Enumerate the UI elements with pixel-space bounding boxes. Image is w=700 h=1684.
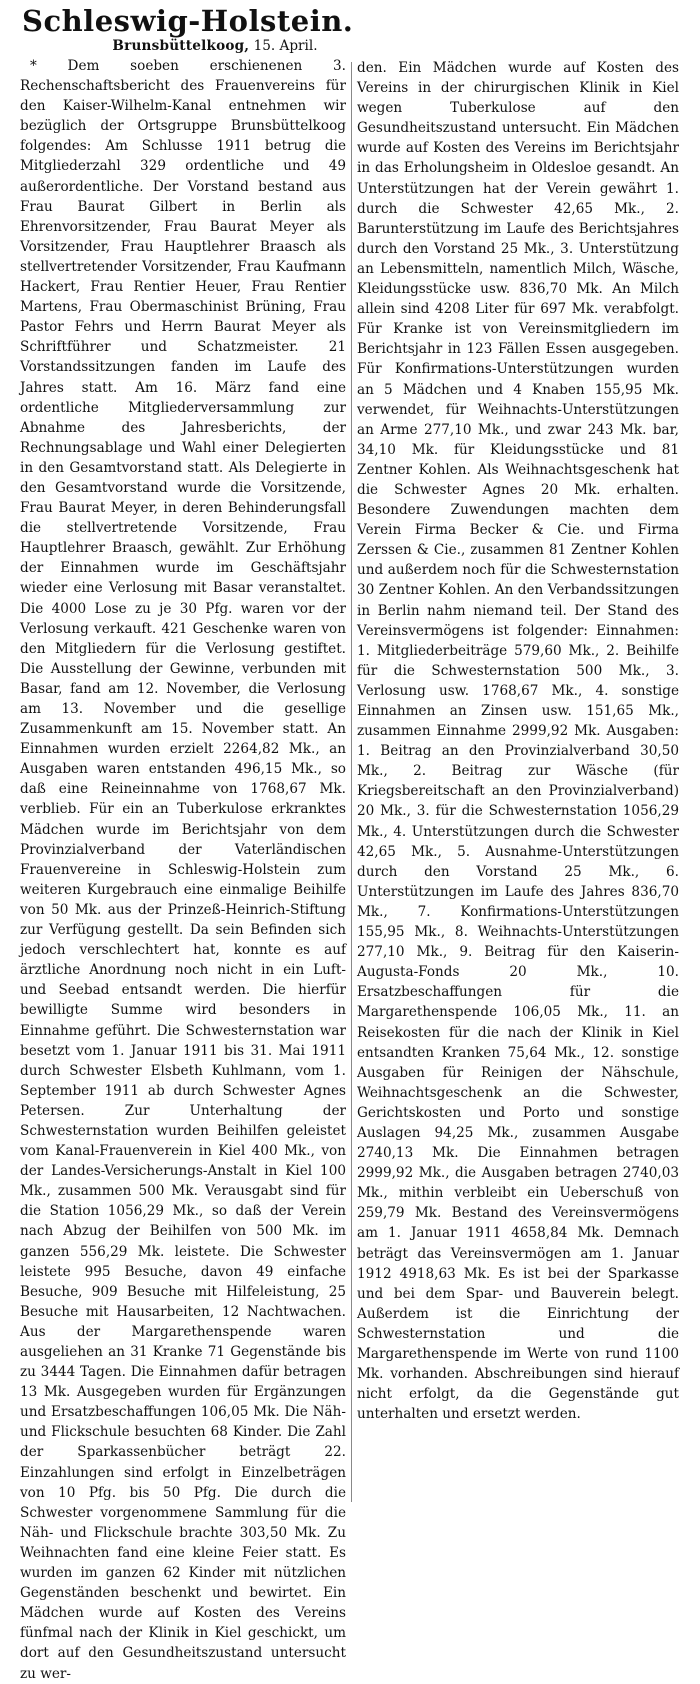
article-text-right: den. Ein Mädchen wurde auf Kosten des Vereins in der chirurgischen Klinik in Kiel wegen Tuberkulose auf den Gesundheitszustand untersucht. Ein Mädchen wurde auf Kosten des Vereins im Berichtsjahr in das Erholungsheim in Oldesloe gesandt. An Unterstützungen hat der Verein gewährt 1. durch die Schwester 42,65 Mk., 2. Barunterstützung im Laufe des Berichtsjahres durch den Vorstand 25 Mk., 3. Unterstützung an Lebensmitteln, namentlich Milch, Wäsche, Kleidungsstücke usw. 836,70 Mk. An Milch allein sind 4208 Liter für 697 Mk. verabfolgt. Für Kranke ist von Vereinsmitgliedern im Berichtsjahr in 123 Fällen Essen ausgegeben. Für Konfirmations-Unterstützungen wurden an 5 Mädchen und 4 Knaben 155,95 Mk. verwendet, für Weihnachts-Unterstützungen an Arme 277,10 Mk., und zwar 243 Mk. bar, 34,10 Mk. für Kleidungsstücke und 81 Zentner Kohlen. Als Weihnachtsgeschenk hat die Schwester Agnes 20 Mk. erhalten. Besondere Zuwendungen machten dem Verein Firma Becker & Cie. und Firma Zerssen & Cie., zusammen 81 Zentner Kohlen und außerdem noch für die Schwesternstation 30 Zentner Kohlen. An den Verbandssitzungen in Berlin nahm niemand teil. Der Stand des Vereinsvermögens ist folgender: Einnahmen: 1. Mitgliederbeiträge 579,60 Mk., 2. Beihilfe für die Schwesternstation 500 Mk., 3. Verlosung usw. 1768,67 Mk., 4. sonstige Einnahmen an Zinsen usw. 151,65 Mk., zusammen Einnahme 2999,92 Mk. Ausgaben: 1. Beitrag an den Provinzialverband 30,50 Mk., 2. Beitrag zur Wäsche (für Kriegsbereitschaft an den Provinzialverband) 20 Mk., 3. für die Schwesternstation 1056,29 Mk., 4. Unterstützungen durch die Schwester 42,65 Mk., 5. Ausnahme-Unterstützungen durch den Vorstand 25 Mk., 6. Unterstützungen im Laufe des Jahres 836,70 Mk., 7. Konfirmations-Unterstützungen 155,95 Mk., 8. Weihnachts-Unterstützungen 277,10 Mk., 9. Beitrag für den Kaiserin-Augusta-Fonds 20 Mk., 10. Ersatzbeschaffungen für die Margarethenspende 106,05 Mk., 11. an Reisekosten für die nach der Klinik in Kiel entsandten Kranken 75,64 Mk., 12. sonstige Ausgaben für Reinigen der Nähschule, Weihnachtsgeschenk an die Schwester, Gerichtskosten und Porto und sonstige Auslagen 94,25 Mk., zusammen Ausgabe 2740,13 Mk. Die Einnahmen betragen 2999,92 Mk., die Ausgaben betragen 2740,03 Mk., mithin verbleibt ein Ueberschuß von 259,79 Mk. Bestand des Vereinsvermögens am 1. Januar 1911 4658,84 Mk. Demnach beträgt das Vereinsvermögen am 1. Januar 1912 4918,63 Mk. Es ist bei der Sparkasse und bei dem Spar- und Bauverein belegt. Außerdem ist die Einrichtung der Schwesternstation und die Margarethenspende im Werte von rund 1100 Mk. vorhanden. Abschreibungen sind hierauf nicht erfolgt, da die Gegenstände gut unterhalten und ersetzt werden. [357, 60, 679, 1423]
article-column-left [20, 56, 346, 1684]
column-divider [351, 62, 352, 1502]
dateline-place: Brunsbüttelkoog, [112, 38, 250, 54]
dateline [84, 36, 346, 56]
article-column-right [357, 58, 679, 1424]
headline: Schleswig-Holstein. [22, 4, 354, 38]
article-text-left: * Dem soeben erschienenen 3. Rechenschaftsbericht des Frauenvereins für den Kaiser-Wilhelm-Kanal entnehmen wir bezüglich der Ortsgruppe Brunsbüttelkoog folgendes: Am Schlusse 1911 betrug die Mitgliederzahl 329 ordentliche und 49 außerordentliche. Der Vorstand bestand aus Frau Baurat Gilbert in Berlin als Ehrenvorsitzender, Frau Baurat Meyer als Vorsitzender, Frau Hauptlehrer Braasch als stellvertretender Vorsitzender, Frau Kaufmann Hackert, Frau Rentier Heuer, Frau Rentier Martens, Frau Obermaschinist Brüning, Frau Pastor Fehrs und Herrn Baurat Meyer als Schriftführer und Schatzmeister. 21 Vorstandssitzungen fanden im Laufe des Jahres statt. Am 16. März fand eine ordentliche Mitgliederversammlung zur Abnahme des Jahresberichts, der Rechnungsablage und Wahl einer Delegierten in den Gesamtvorstand statt. Als Delegierte in den Gesamtvorstand wurde die Vorsitzende, Frau Baurat Meyer, in deren Behinderungsfall die stellvertretende Vorsitzende, Frau Hauptlehrer Braasch, gewählt. Zur Erhöhung der Einnahmen wurde im Geschäftsjahr wieder eine Verlosung mit Basar veranstaltet. Die 4000 Lose zu je 30 Pfg. waren vor der Verlosung verkauft. 421 Geschenke waren von den Mitgliedern für die Verlosung gestiftet. Die Ausstellung der Gewinne, verbunden mit Basar, fand am 12. November, die Verlosung am 13. November und die gesellige Zusammenkunft am 15. November statt. An Einnahmen wurden erzielt 2264,82 Mk., an Ausgaben waren entstanden 496,15 Mk., so daß eine Reineinnahme von 1768,67 Mk. verblieb. Für ein an Tuberkulose erkranktes Mädchen wurde im Berichtsjahr von dem Provinzialverband der Vaterländischen Frauenvereine in Schleswig-Holstein zum weiteren Kurgebrauch eine einmalige Beihilfe von 50 Mk. aus der Prinzeß-Heinrich-Stiftung zur Verfügung gestellt. Da sein Befinden sich jedoch verschlechtert hat, konnte es auf ärztliche Anordnung noch nicht in ein Luft- und Seebad entsandt werden. Die hierfür bewilligte Summe wird besonders in Einnahme geführt. Die Schwesternstation war besetzt vom 1. Januar 1911 bis 31. Mai 1911 durch Schwester Elsbeth Kuhlmann, vom 1. September 1911 ab durch Schwester Agnes Petersen. Zur Unterhaltung der Schwesternstation wurden Beihilfen geleistet vom Kanal-Frauenverein in Kiel 400 Mk., von der Landes-Versicherungs-Anstalt in Kiel 100 Mk., zusammen 500 Mk. Verausgabt sind für die Station 1056,29 Mk., so daß der Verein nach Abzug der Beihilfen von 500 Mk. im ganzen 556,29 Mk. leistete. Die Schwester leistete 995 Besuche, davon 49 einfache Besuche, 909 Besuche mit Hilfeleistung, 25 Besuche mit Hausarbeiten, 12 Nachtwachen. Aus der Margarethenspende waren ausgeliehen an 31 Kranke 71 Gegenstände bis zu 3444 Tagen. Die Einnahmen dafür betragen 13 Mk. Ausgegeben wurden für Ergänzungen und Ersatzbeschaffungen 106,05 Mk. Die Näh- und Flickschule besuchten 68 Kinder. Die Zahl der Sparkassenbücher beträgt 22. Einzahlungen sind erfolgt in Einzelbeträgen von 10 Pfg. bis 50 Pfg. Die durch die Schwester vorgenommene Sammlung für die Näh- und Flickschule brachte 303,50 Mk. Zu Weihnachten fand eine kleine Feier statt. Es wurden im ganzen 62 Kinder mit nützlichen Gegenständen beschenkt und bewirtet. Ein Mädchen wurde auf Kosten des Vereins fünfmal nach der Klinik in Kiel geschickt, um dort auf den Gesundheitszustand untersucht zu wer- [20, 58, 346, 1682]
dateline-date: 15. April. [253, 38, 318, 54]
